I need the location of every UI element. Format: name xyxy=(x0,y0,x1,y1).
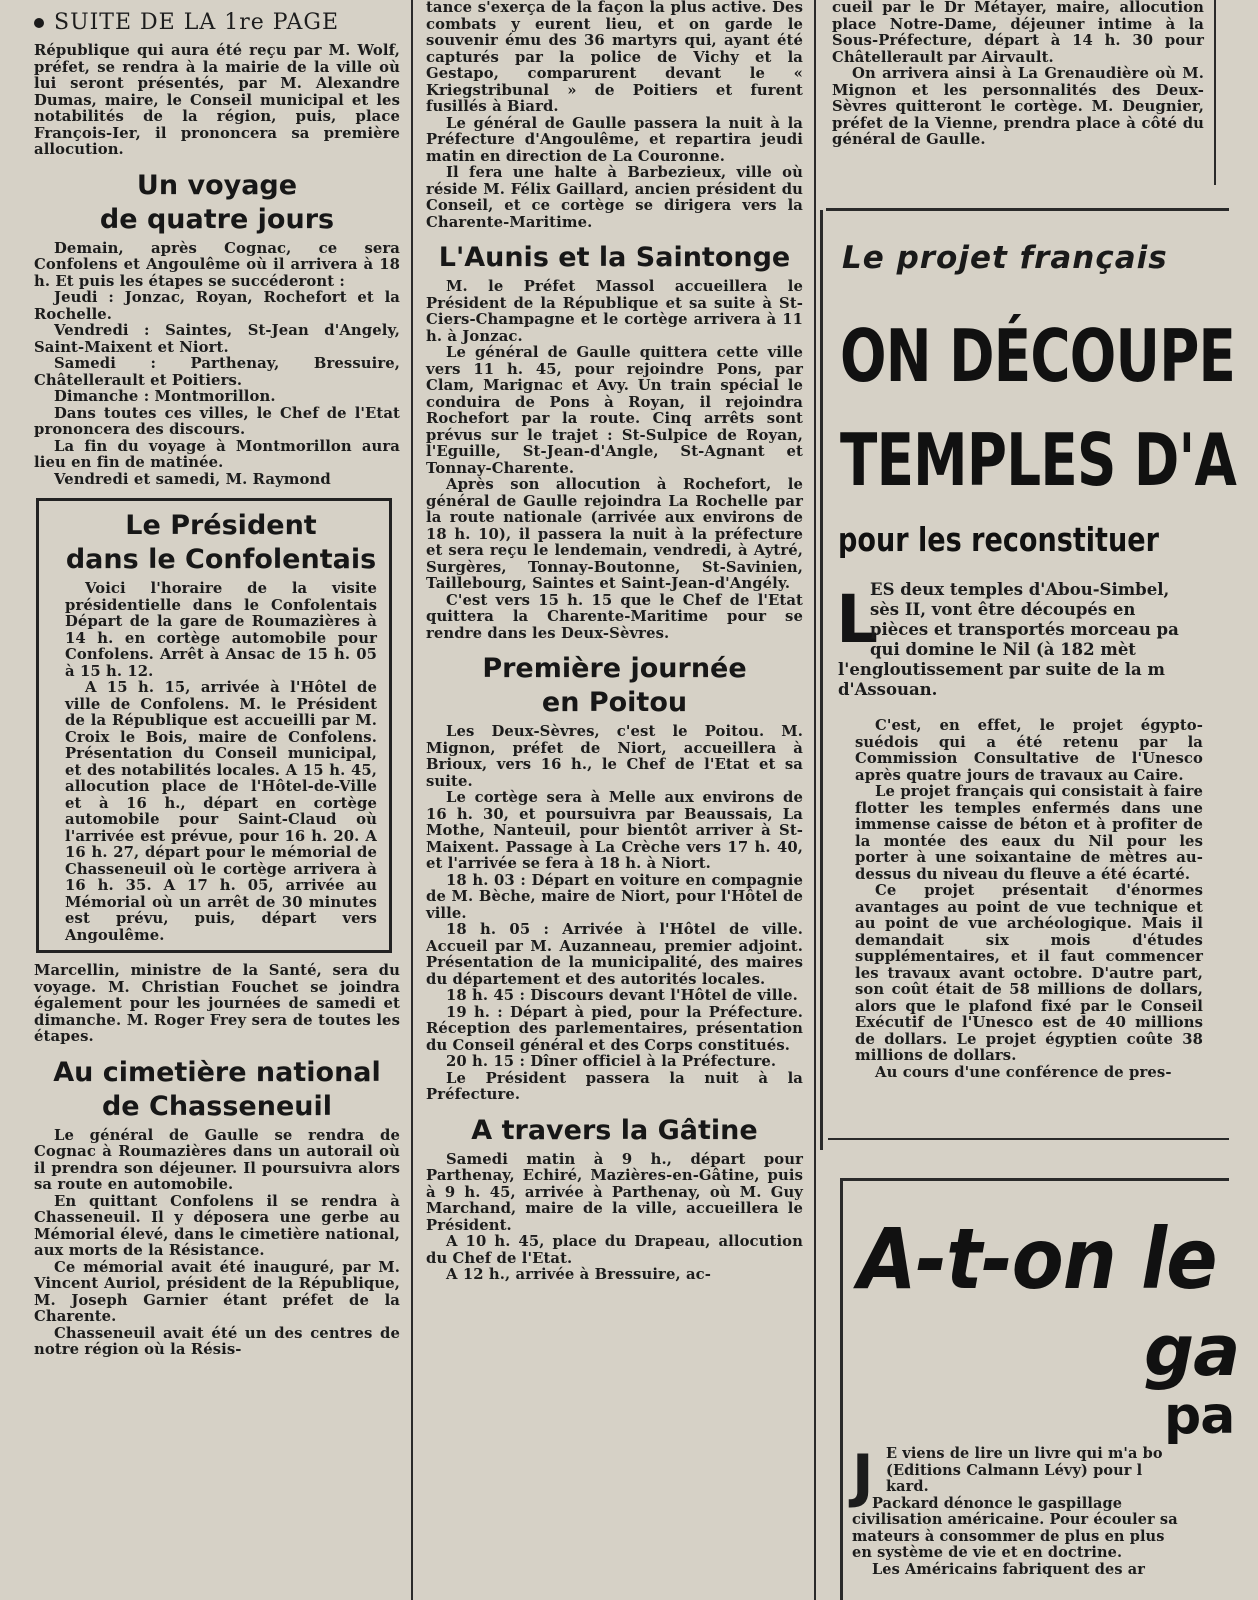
subheadline: pour les reconstituer xyxy=(838,520,1159,559)
paragraph: 18 h. 03 : Départ en voiture en compagnie de M. Bèche, maire de Niort, pour l'Hôtel de ville. xyxy=(426,871,803,922)
heading-aunis: L'Aunis et la Saintonge xyxy=(438,242,791,273)
paragraph: Demain, après Cognac, ce sera Confolens et Angoulême où il arrivera à 18 h. Et puis les étapes se succéderont : xyxy=(34,239,400,290)
paragraph: A 10 h. 45, place du Drapeau, allocution du Chef de l'Etat. xyxy=(426,1233,803,1267)
box-top-rule xyxy=(840,1178,1229,1181)
paragraph: Le général de Gaulle passera la nuit à la Préfecture d'Angoulême, et repartira jeudi matin en direction de La Couronne. xyxy=(426,114,803,165)
confolentais-box xyxy=(36,498,392,953)
bullet-icon xyxy=(34,18,44,28)
paragraph: 18 h. 45 : Discours devant l'Hôtel de ville. xyxy=(446,987,798,1004)
paragraph: 19 h. : Départ à pied, pour la Préfecture. Réception des parlementaires, présentation du Conseil général et des Corps constitués. xyxy=(426,1003,803,1054)
paragraph: C'est, en effet, le projet égypto-suédois qui a été retenu par la Commission Consultative de l'Unesco après quatre jours de travaux au Caire. xyxy=(855,717,1203,784)
heading-gatine: A travers la Gâtine xyxy=(471,1114,758,1146)
box-left-rule xyxy=(840,1178,843,1600)
paragraph: Vendredi : Saintes, St-Jean d'Angely, Saint-Maixent et Niort. xyxy=(34,322,400,356)
headline-line-2: TEMPLES D'A xyxy=(840,418,1237,502)
paragraph: 20 h. 15 : Dîner officiel à la Préfecture. xyxy=(446,1053,777,1070)
column-rule xyxy=(1214,0,1216,185)
kicker-suite: SUITE DE LA 1re PAGE xyxy=(34,10,400,35)
article-top-rule xyxy=(826,208,1229,211)
heading-cimetiere: Au cimetière national de Chasseneuil xyxy=(53,1056,381,1122)
paragraph: Vendredi et samedi, M. Raymond xyxy=(54,470,331,488)
paragraph: Ce projet présentait d'énormes avantages au point de vue technique et au point de vue archéologique. Mais il demandait six mois d'études supplémentaires, et il faut commencer les travaux avant octobre. D'autre part, son coût était de 58 millions de dollars, alors que le plafond fixé par le Conseil Exécutif de l'Unesco est de 40 millions de dollars. Le projet égyptien coûte 38 millions de dollars. xyxy=(855,882,1203,1064)
paragraph: Dimanche : Montmorillon. xyxy=(54,388,276,405)
column-rule xyxy=(411,0,413,1600)
headline-line-4: ga xyxy=(1144,1310,1240,1392)
paragraph: Le Président passera la nuit à la Préfecture. xyxy=(426,1069,803,1103)
heading-president: Le Président dans le Confolentais xyxy=(65,510,377,575)
paragraph: C'est vers 15 h. 15 que le Chef de l'Etat quittera la Charente-Maritime pour se rendre dans les Deux-Sèvres. xyxy=(426,591,803,642)
lower-article-body: E viens de lire un livre qui m'a bo (Editions Calmann Lévy) pour l kard. Packard dénonce le gaspillage civilisation américaine. Pour écouler sa mateurs à consommer de plus en plus en système de vie et en doctrine. Les Américains fabriquent des ar xyxy=(852,1445,1178,1578)
column-2 xyxy=(426,0,803,1600)
paragraph: Le général de Gaulle quittera cette ville vers 11 h. 45, pour rejoindre Pons, par Clam, Marignac et Avy. Un train spécial le conduira de Pons à Royan, il rejoindra Rochefort par la route. Cinq arrêts sont prévus sur le trajet : St-Sulpice de Royan, l'Eguille, St-Jean-d'Angle, St-Agnant et Tonnay-Charente. xyxy=(426,344,803,477)
paragraph: Le cortège sera à Melle aux environs de 16 h. 30, et poursuivra par Beaussais, La Mothe, Nanteuil, pour bientôt arriver à St-Maixent. Passage à La Crèche vers 17 h. 40, et l'arrivée se fera à 18 h. à Niort. xyxy=(426,789,803,872)
paragraph: En quittant Confolens il se rendra à Chasseneuil. Il y déposera une gerbe au Mémorial élevé, dans le cimetière national, aux morts de la Résistance. xyxy=(34,1192,400,1259)
paragraph: Le projet français qui consistait à faire flotter les temples enfermés dans une immense caisse de béton et à profiter de la montée des eaux du Nil pour les porter à une soixantaine de mètres au-dessus du niveau du fleuve a été écarté. xyxy=(855,783,1203,883)
heading-premiere-journee: Première journée en Poitou xyxy=(482,653,747,718)
headline-line-5: pa xyxy=(1164,1386,1235,1446)
article-body xyxy=(855,718,1203,1081)
paragraph: Au cours d'une conférence de pres- xyxy=(875,1063,1172,1081)
headline-line-3: A-t-on le xyxy=(858,1210,1217,1308)
article-bottom-rule xyxy=(828,1138,1229,1140)
paragraph: La fin du voyage à Montmorillon aura lieu en fin de matinée. xyxy=(34,437,400,471)
paragraph: tance s'exerça de la façon la plus active. Des combats y eurent lieu, et on garde le souvenir ému des 36 martyrs qui, ayant été capturés par la police de Vichy et la Gestapo, comparurent devant le « Kriegstribunal » de Poitiers et furent fusillés à Biard. xyxy=(426,0,803,115)
paragraph: cueil par le Dr Métayer, maire, allocution place Notre-Dame, déjeuner intime à la Sous-Préfecture, départ à 14 h. 30 pour Châtellerault par Airvault. xyxy=(832,0,1204,66)
paragraph: Les Deux-Sèvres, c'est le Poitou. M. Mignon, préfet de Niort, accueillera à Brioux, vers 16 h., le Chef de l'Etat et sa suite. xyxy=(426,723,803,790)
paragraph: 18 h. 05 : Arrivée à l'Hôtel de ville. Accueil par M. Auzanneau, premier adjoint. Présentation de la municipalité, des maires du département et des autorités locales. xyxy=(426,921,803,988)
column-rule xyxy=(814,0,816,1600)
paragraph: Voici l'horaire de la visite présidentielle dans le Confolentais Départ de la gare de Roumazières à 14 h. en cortège automobile pour Confolens. Arrêt à Ansac de 15 h. 05 à 15 h. 12. xyxy=(65,580,377,680)
drop-cap: J xyxy=(852,1442,874,1510)
paragraph: Samedi : Parthenay, Bressuire, Châtellerault et Poitiers. xyxy=(34,355,400,389)
paragraph: Après son allocution à Rochefort, le général de Gaulle rejoindra La Rochelle par la route nationale (arrivée aux environs de 18 h. 10), il passera la nuit à la préfecture et sera reçu le lendemain, vendredi, à Aytré, Surgères, Tonnay-Boutonne, St-Savinien, Taillebourg, Saintes et Saint-Jean-d'Angély. xyxy=(426,476,803,592)
paragraph: A 12 h., arrivée à Bressuire, ac- xyxy=(446,1266,712,1283)
column-1 xyxy=(34,0,400,1600)
column-3-top xyxy=(832,0,1204,200)
paragraph: On arrivera ainsi à La Grenaudière où M. Mignon et les personnalités des Deux-Sèvres quitteront le cortège. M. Deugnier, préfet de la Vienne, prendra place à côté du général de Gaulle. xyxy=(832,65,1204,148)
paragraph: A 15 h. 15, arrivée à l'Hôtel de ville de Confolens. M. le Président de la République est accueilli par M. Croix le Bois, maire de Confolens. Présentation du Conseil municipal, et des notabilités locales. A 15 h. 45, allocution place de l'Hôtel-de-Ville et à 16 h., départ en cortège automobile pour Saint-Claud où l'arrivée est prévue, pour 16 h. 20. A 16 h. 27, départ pour le mémorial de Chasseneuil où le cortège arrivera à 16 h. 35. A 17 h. 05, arrivée au Mémorial où un arrêt de 30 minutes est prévu, puis, départ vers Angoulême. xyxy=(65,679,377,944)
headline-line-1: ON DÉCOUPE xyxy=(840,314,1236,398)
paragraph: Dans toutes ces villes, le Chef de l'Etat prononcera des discours. xyxy=(34,404,400,438)
article-left-rule xyxy=(820,210,823,1150)
paragraph: Samedi matin à 9 h., départ pour Parthenay, Echiré, Mazières-en-Gâtine, puis à 9 h. 45, arrivée à Parthenay, où M. Guy Marchand, maire de la ville, accueillera le Président. xyxy=(426,1150,803,1234)
paragraph: Ce mémorial avait été inauguré, par M. Vincent Auriol, président de la République, M. Joseph Garnier étant préfet de la Charente. xyxy=(34,1258,400,1325)
intro-paragraph: République qui aura été reçu par M. Wolf, préfet, se rendra à la mairie de la ville où lui seront présentés, par M. Alexandre Dumas, maire, le Conseil municipal et les notabilités de la région, puis, place François-Ier, il prononcera sa première allocution. xyxy=(34,42,400,158)
heading-voyage: Un voyage de quatre jours xyxy=(99,169,335,235)
paragraph: Chasseneuil avait été un des centres de notre région où la Résis- xyxy=(34,1324,400,1358)
paragraph: Jeudi : Jonzac, Royan, Rochefort et la Rochelle. xyxy=(34,289,400,323)
paragraph: Le général de Gaulle se rendra de Cognac à Roumazières dans un autorail où il prendra son déjeuner. Il poursuivra alors sa route en automobile. xyxy=(34,1126,400,1193)
voyage-section xyxy=(34,241,400,489)
paragraph: Marcellin, ministre de la Santé, sera du voyage. M. Christian Fouchet se joindra également pour les journées de samedi et dimanche. M. Roger Frey sera de toutes les étapes. xyxy=(34,962,400,1045)
article-kicker: Le projet français xyxy=(842,240,1168,276)
drop-cap: L xyxy=(836,581,879,658)
article-lead: ES deux temples d'Abou-Simbel, sès II, vont être découpés en pièces et transportés morceau pa qui domine le Nil (à 182 mèt l'engloutissement par suite de la m d'Assouan. xyxy=(838,580,1179,699)
paragraph: M. le Préfet Massol accueillera le Président de la République et sa suite à St-Ciers-Champagne et le cortège arrivera à 11 h. à Jonzac. xyxy=(426,278,803,345)
paragraph: Il fera une halte à Barbezieux, ville où réside M. Félix Gaillard, ancien président du Conseil, et ce cortège se dirigera vers la Charente-Maritime. xyxy=(426,164,803,231)
